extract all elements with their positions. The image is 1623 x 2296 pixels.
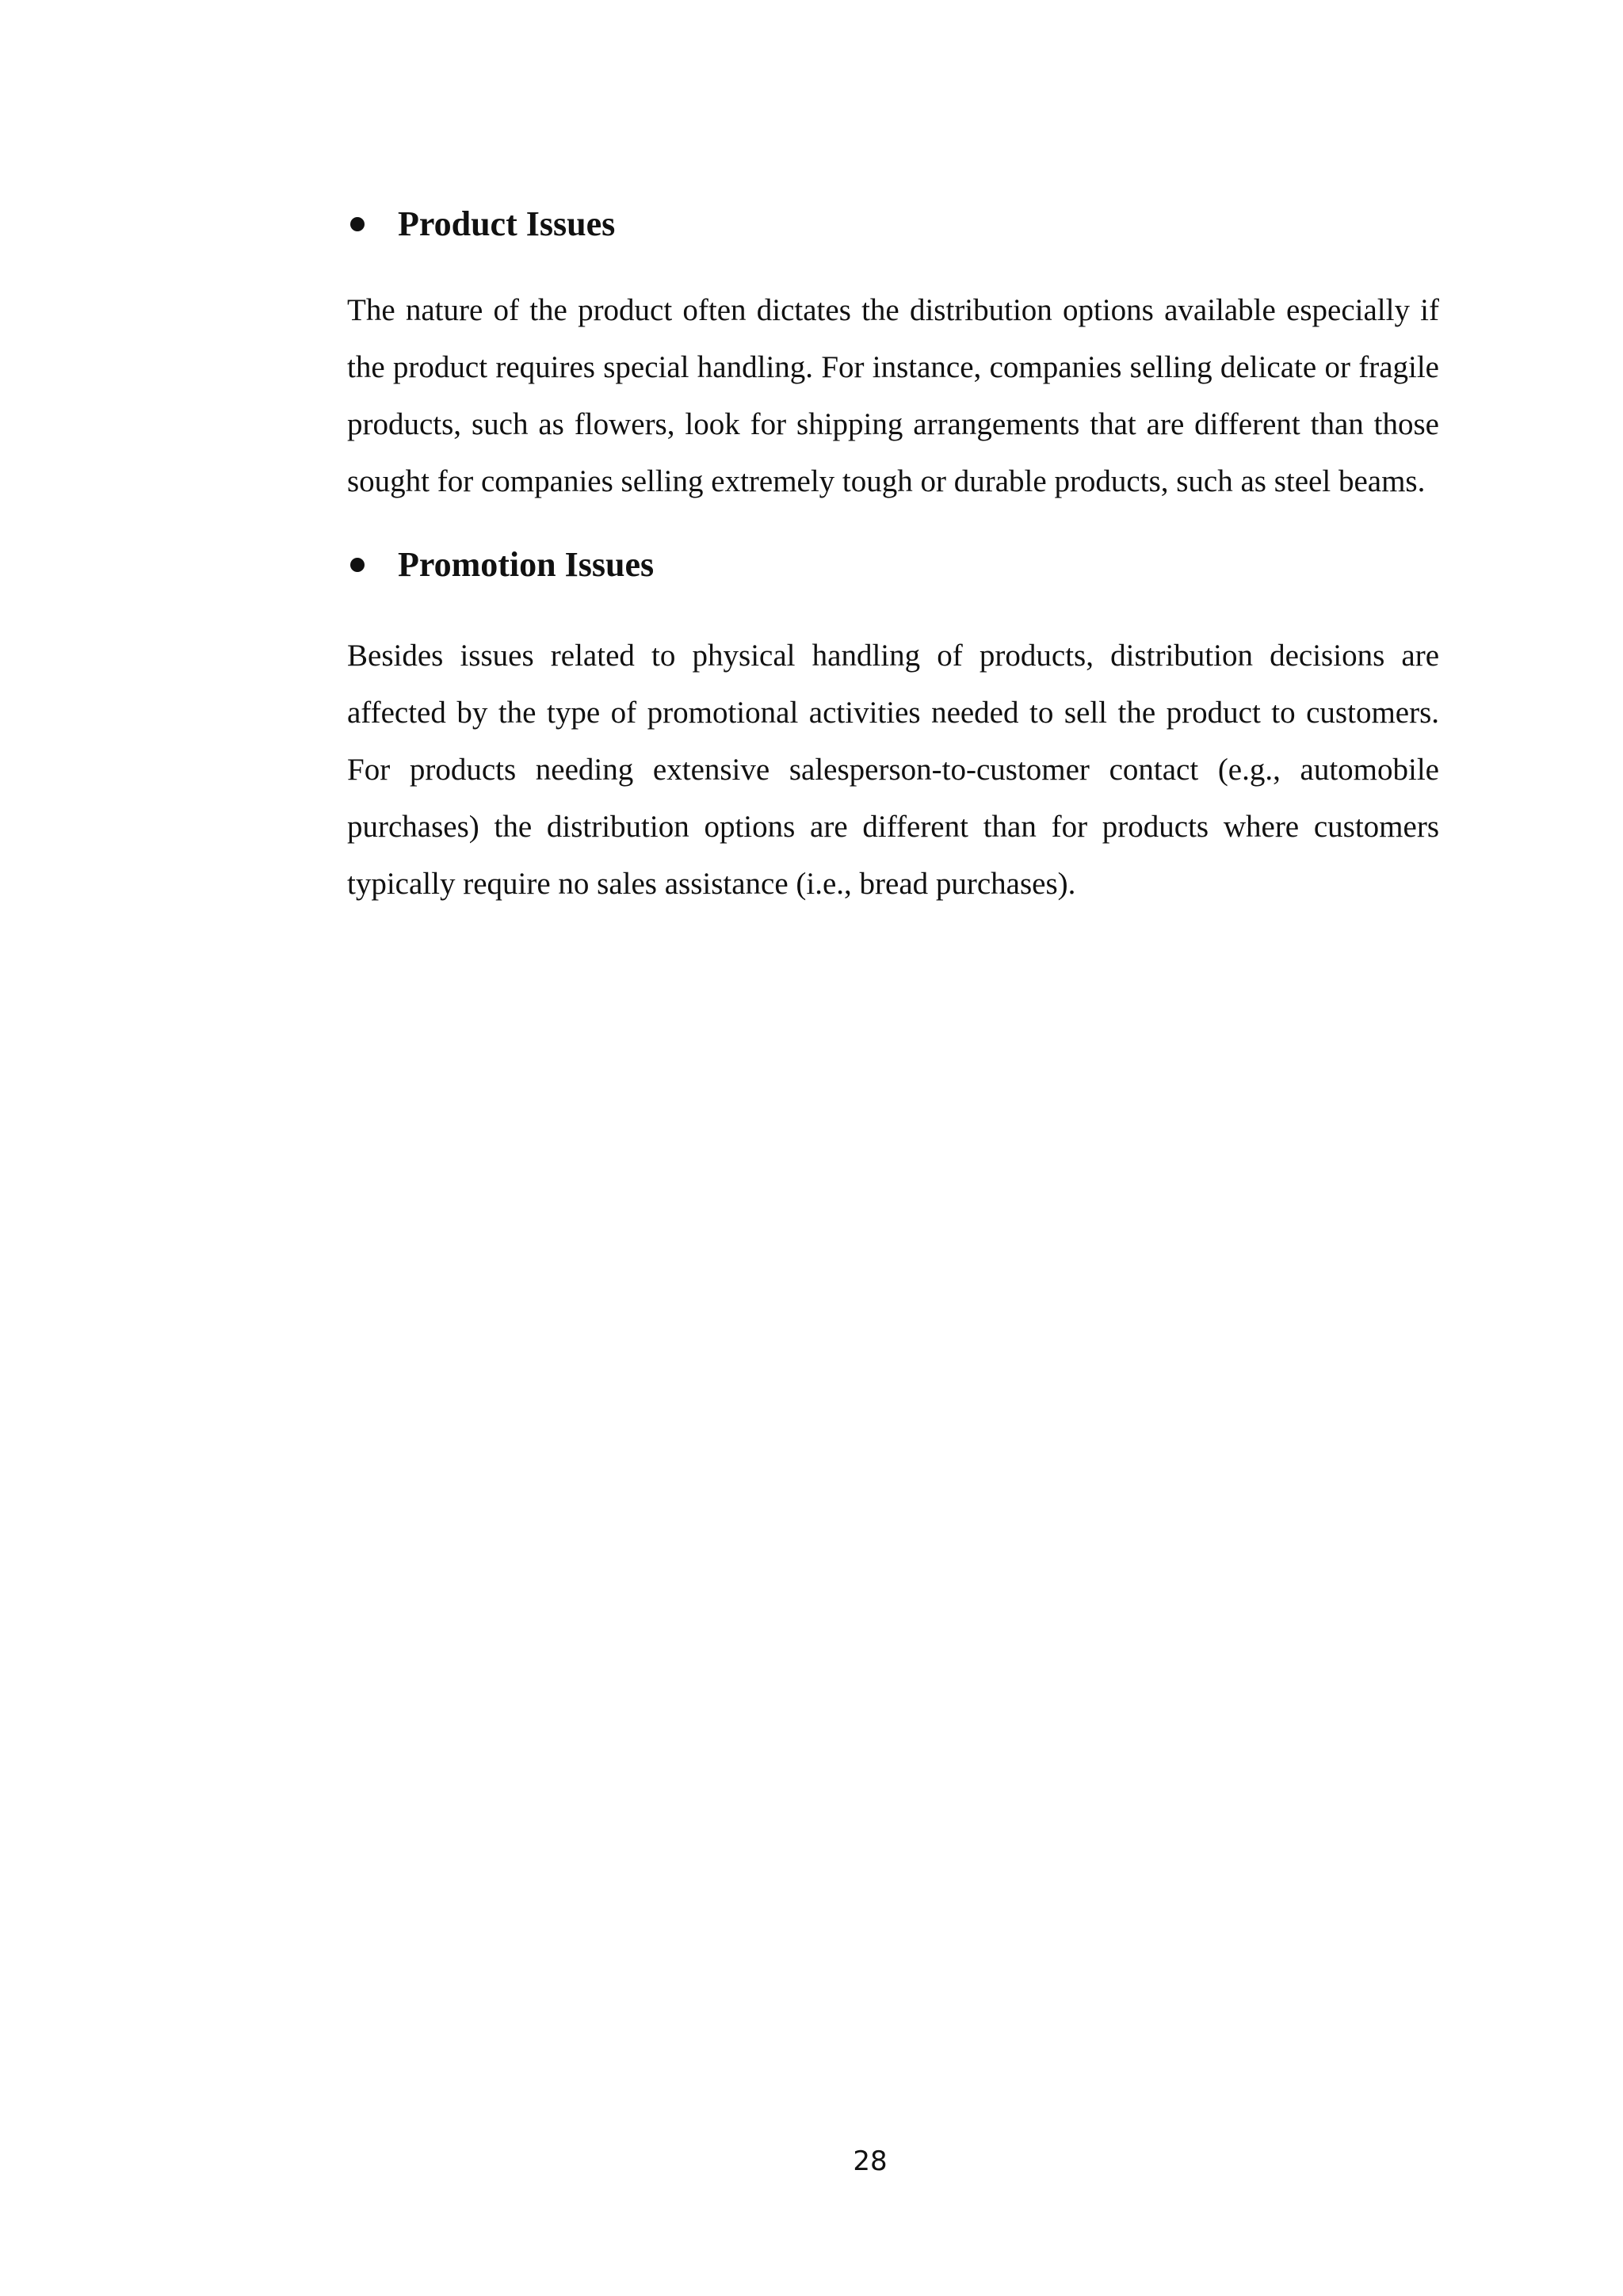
section-heading-product — [347, 189, 1439, 260]
page-number: 28 — [853, 2145, 888, 2177]
section-title: Promotion Issues — [398, 545, 655, 584]
page-content — [347, 189, 1439, 913]
bullet-icon — [350, 558, 365, 572]
section-paragraph: Besides issues related to physical handling of products, distribution decisions are affected by the type of promotional activities needed to sell the product to customers. For products needing extensive salesperson-to-customer contact (e.g., automobile purchases) the distribution options are different than for products where customers typically require no sales assistance (i.e., bread purchases). — [347, 639, 1439, 901]
section-title: Product Issues — [398, 204, 616, 243]
section-heading-promotion — [347, 529, 1439, 601]
bullet-icon — [350, 217, 365, 231]
section-paragraph: The nature of the product often dictates the distribution options available especially if the product requires special handling. For instance, companies selling delicate or fragile products, such as flowers, look for shipping arrangements that are different than those sought for companies selling extremely tough or durable products, such as steel beams. — [347, 293, 1439, 498]
